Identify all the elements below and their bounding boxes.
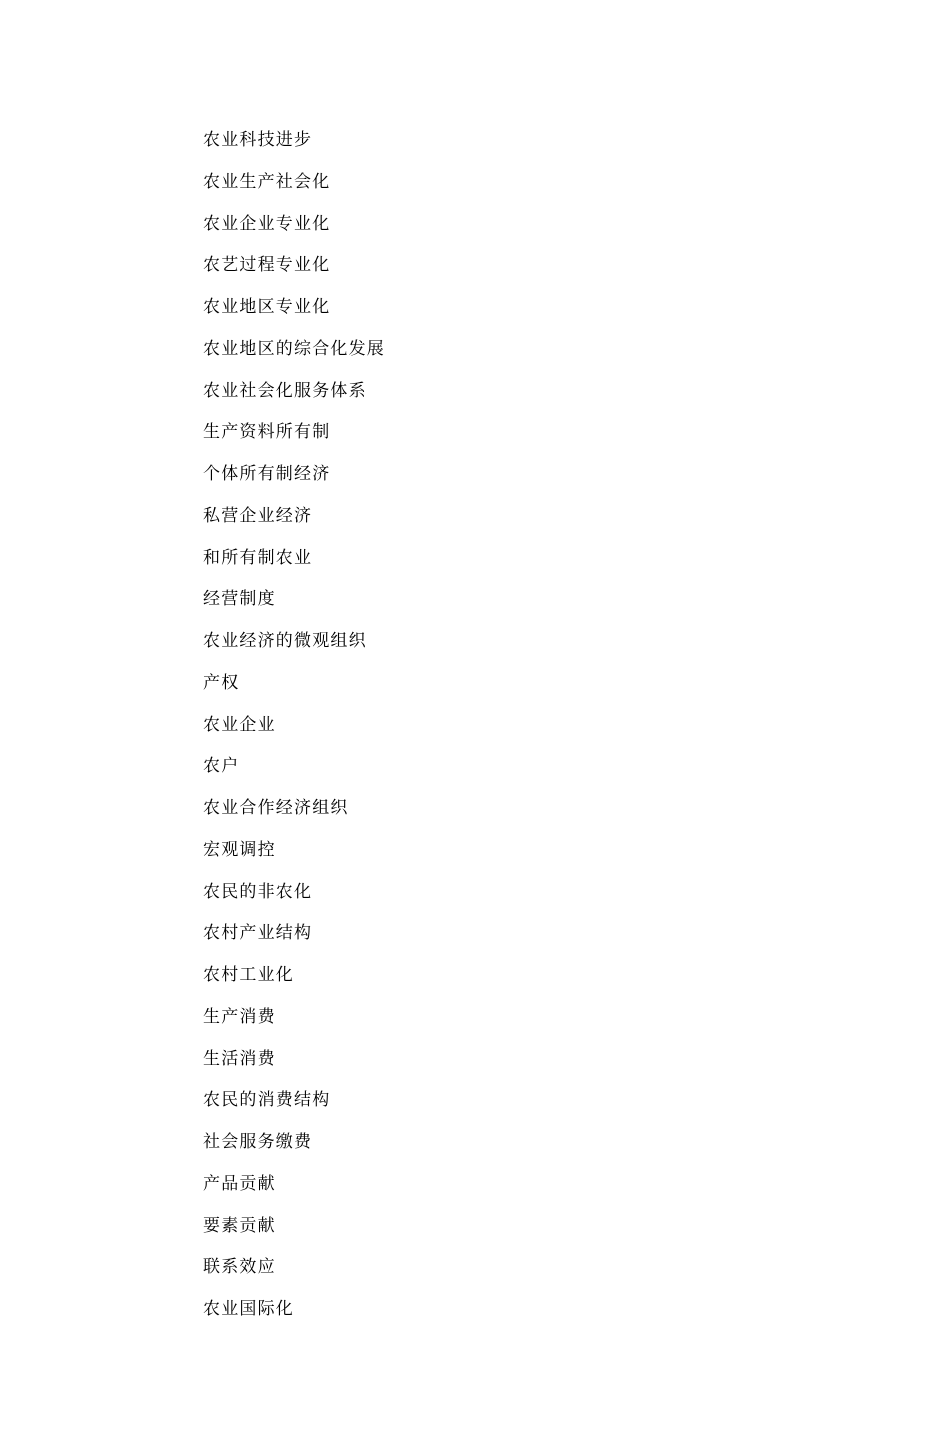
term-item: 农业生产社会化	[203, 171, 331, 192]
term-list	[203, 130, 385, 1341]
term-item: 农业合作经济组织	[203, 798, 349, 818]
term-item: 农业地区专业化	[203, 297, 331, 317]
term-item: 农村产业结构	[203, 923, 313, 944]
term-item: 农户	[203, 756, 240, 777]
term-item: 农民的消费结构	[203, 1090, 331, 1111]
term-item: 产权	[203, 672, 240, 693]
term-item: 要素贡献	[203, 1215, 276, 1236]
term-item: 产品贡献	[203, 1173, 276, 1194]
term-item: 生活消费	[203, 1048, 276, 1069]
term-item: 农业企业	[203, 714, 276, 735]
term-item: 生产资料所有制	[203, 422, 331, 443]
term-item: 农业地区的综合化发展	[203, 338, 385, 359]
term-item: 农村工业化	[203, 965, 294, 985]
term-item: 私营企业经济	[203, 505, 313, 526]
term-item: 生产消费	[203, 1006, 276, 1027]
term-item: 社会服务缴费	[203, 1132, 313, 1152]
term-item: 个体所有制经济	[203, 464, 331, 484]
term-item: 农业经济的微观组织	[203, 631, 367, 651]
term-item: 宏观调控	[203, 839, 276, 860]
term-item: 农艺过程专业化	[203, 255, 331, 276]
term-item: 农民的非农化	[203, 881, 313, 902]
term-item: 农业社会化服务体系	[203, 380, 367, 401]
term-item: 农业企业专业化	[203, 213, 331, 234]
term-item: 农业国际化	[203, 1299, 294, 1319]
term-item: 农业科技进步	[203, 130, 313, 150]
term-item: 和所有制农业	[203, 547, 313, 568]
term-item: 联系效应	[203, 1257, 276, 1278]
term-item: 经营制度	[203, 589, 276, 610]
